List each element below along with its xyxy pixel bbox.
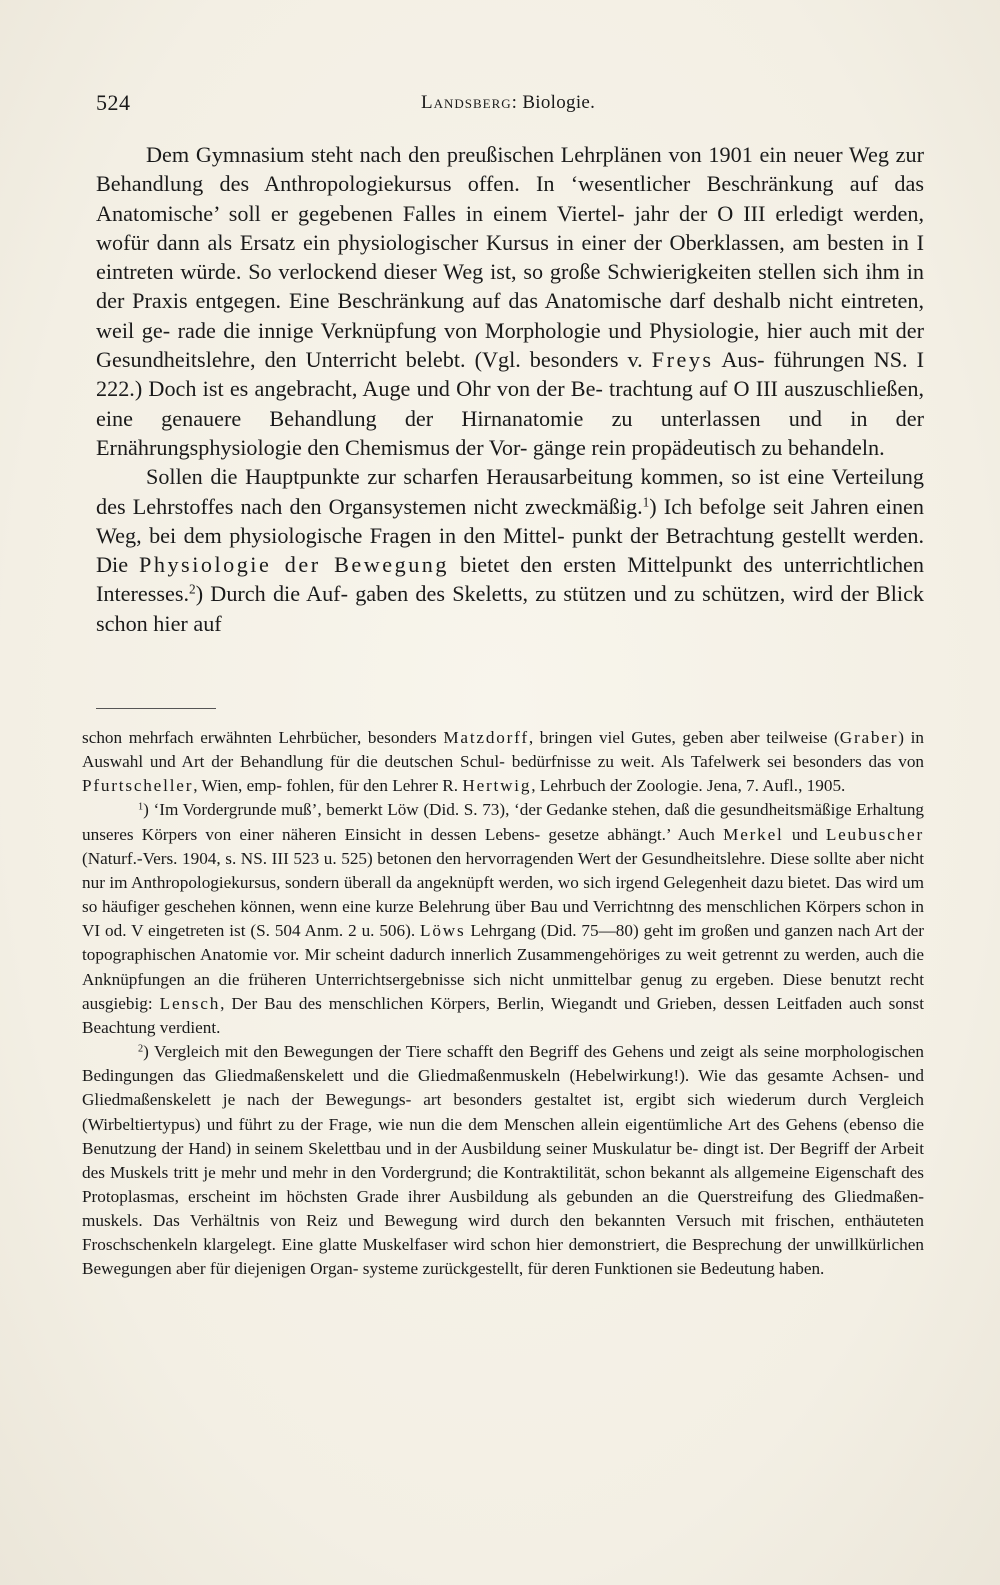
text-line: rade die innige Verknüpfung von Morphologie und Physiologie, hier auch mit — [177, 317, 889, 343]
spaced-name: Hertwig — [462, 776, 532, 796]
text-line: dingt ist. Der Begriff der Arbeit des Muskels tritt je mehr und mehr in den Vordergrund; — [82, 1138, 925, 1182]
spaced-name: Löws — [420, 921, 466, 941]
text-line: Sollen die Hauptpunkte zur scharfen Herausarbeitung kommen, so ist eine — [146, 464, 825, 490]
text-line: schon mehrfach erwähnten Lehrbücher, besonders — [82, 728, 444, 747]
footnote-1 — [82, 798, 924, 1040]
text-line: zu der Frage, wie nun die dem Menschen allein eigentümliche Art des Gehens (ebenso die — [278, 1114, 924, 1134]
text-line: , Lehrbuch der Zoologie. Jena, 7. Aufl., 1905. — [531, 776, 846, 796]
text-line: im höchsten Grade ihrer Ausbildung als gebunden an die Querstreifung des Gliedmaßen- — [259, 1186, 925, 1206]
text-line: befolge seit Jahren einen Weg, bei dem physiologische Fragen in den Mittel- — [96, 493, 924, 548]
text-line: der Gesundheitslehre, den Unterricht belebt. (Vgl. besonders v. — [96, 317, 925, 373]
text-line: , Wien, emp- — [193, 776, 282, 796]
text-line: Beschränkung auf das Anatomische’ soll er gegebenen Falles in einem Viertel- — [96, 171, 924, 226]
text-line: art besonders gestaltet ist, ergibt sich wiederum durch Vergleich (Wirbeltiertypus) und führt — [82, 1090, 924, 1134]
running-head-title: Biologie. — [522, 92, 596, 113]
text-line: ) in Auswahl und Art der Behandlung für die deutschen Schul- — [82, 728, 924, 772]
footnote-ref-2: 2 — [189, 582, 196, 598]
text-line: Dem Gymnasium steht nach den preußischen Lehrplänen von 1901 ein — [146, 142, 787, 167]
spaced-emphasis: Physiologie der Bewegung — [139, 552, 449, 578]
text-line: und — [783, 824, 826, 844]
text-line: 525) betonen den hervorragenden Wert der Gesundheitslehre. Diese sollte aber nicht nur — [82, 848, 925, 892]
running-head-author: Landsberg — [421, 92, 512, 113]
text-line: Aus- — [713, 347, 765, 373]
text-line: gaben des Skeletts, zu stützen und zu schützen, wird der Blick schon hier auf — [96, 581, 925, 636]
text-line: bietet den ersten Mittelpunkt des unterrichtlichen Interesses. — [96, 552, 924, 607]
spaced-name: Graber — [839, 728, 899, 747]
text-line: im Anthropologiekursus, sondern überall da angeknüpft werden, wo sich irgend Gelegenheit — [109, 872, 747, 892]
running-head-separator: : — [511, 92, 518, 113]
footnote-ref-1: 1 — [642, 494, 650, 510]
spaced-name: Pfurtscheller — [82, 776, 194, 796]
text-line: systeme zurückgestellt, für deren Funktionen sie Bedeutung haben. — [362, 1259, 825, 1279]
footnote-continuation — [82, 726, 924, 798]
text-line: Benutzung der Hand) in seinem Skelettbau und in der Ausbildung seiner Muskulatur be- — [82, 1138, 699, 1158]
text-line: zu ergeben. Diese benutzt recht ausgiebig: — [82, 969, 925, 1013]
spaced-name: Freys — [651, 347, 714, 373]
text-line: führungen NS. I 222.) Doch ist es angebracht, Auge und Ohr von der Be- — [96, 347, 924, 402]
text-line: als seine morphologischen Bedingungen das Gliedmaßenskelett und die Gliedmaßenmuskeln — [82, 1042, 925, 1086]
text-line: aber teilweise ( — [730, 728, 840, 747]
footnote-rule — [96, 708, 216, 709]
text-line: demonstriert, die Besprechung der unwillkürlichen Bewegungen aber für diejenigen Organ- — [82, 1235, 924, 1279]
text-line: gesundheitsmäßige Erhaltung unseres Körpers von einer näheren Einsicht in dessen Lebens- — [82, 800, 925, 844]
text-line: fohlen, für den Lehrer R. — [286, 776, 463, 796]
paragraph-1 — [96, 140, 924, 462]
text-line: Lehrgang (Did. 75—80) geht im großen und ganzen nach Art der topographischen — [82, 921, 925, 965]
text-line: ) Vergleich mit den Bewegungen der Tiere schafft den Begriff des Gehens und zeigt — [143, 1042, 734, 1062]
text-line: in einer der Oberklassen, am besten in I eintreten würde. So verlockend dieser — [96, 229, 924, 285]
page-number: 524 — [96, 90, 131, 115]
text-line: gesetze abhängt.’ Auch — [548, 824, 724, 844]
text-line: ) ‘Im Vordergrunde muß’, bemerkt Löw (Did. S. 73), ‘der Gedanke stehen, daß die — [143, 800, 716, 820]
text-line: Verteilung des Lehrstoffes nach den Organsystemen nicht zweckmäßig. — [96, 464, 924, 519]
text-line: Anatomie vor. Mir scheint dadurch innerlich Zusammengehöriges zu weit getrennt zu werden, — [199, 945, 860, 965]
spaced-name: Merkel — [723, 824, 784, 844]
text-line: zu unterlassen und in der Ernährungsphysiologie den Chemismus der Vor- — [96, 405, 925, 460]
footnotes — [82, 726, 924, 1282]
text-line: ) Ich — [649, 493, 693, 519]
text-line: ) Durch die Auf- — [195, 581, 348, 607]
text-line: die Kontraktilität, schon bekannt als allgemeine Eigenschaft des Protoplasmas, erscheint — [82, 1162, 924, 1206]
page-header — [96, 90, 926, 120]
spaced-name: Matzdorff — [443, 728, 529, 747]
spaced-name: Lensch — [159, 993, 221, 1013]
running-head — [421, 92, 595, 114]
text-line: trachtung auf O III auszuschließen, eine genauere Behandlung der Hirnanatomie — [96, 376, 924, 431]
text-line: , bringen viel Gutes, geben — [528, 728, 724, 747]
paragraph-2 — [96, 462, 924, 638]
footnote-marker: 1 — [138, 801, 144, 813]
text-line: frischen, enthäuteten Froschschenkeln klargelegt. Eine glatte Muskelfaser wird schon hier — [82, 1211, 924, 1255]
main-text — [96, 140, 924, 638]
text-line: Weg ist, so große Schwierigkeiten stellen sich ihm in der Praxis entgegen. — [96, 259, 924, 314]
text-line: neuer Weg zur Behandlung des Anthropologiekursus offen. In ‘wesentlicher — [96, 142, 924, 197]
text-line: muskels. Das Verhältnis von Reiz und Bewegung wird durch den bekannten Versuch mit — [82, 1211, 765, 1231]
text-line: jahr der O III erledigt werden, wofür dann als Ersatz ein physiologischer Kursus — [96, 200, 924, 255]
text-line: punkt der Betrachtung gestellt werden. Die — [96, 522, 924, 578]
text-line: (Hebelwirkung!). Wie das gesamte Achsen- und Gliedmaßenskelett je nach der Bewegungs- — [82, 1066, 924, 1110]
footnote-2 — [82, 1040, 924, 1282]
text-line: Eine Beschränkung auf das Anatomische darf deshalb nicht eintreten, weil ge- — [96, 288, 925, 343]
text-line: bedürfnisse zu weit. Als Tafelwerk sei besonders das von — [511, 752, 925, 772]
text-line: gänge rein propädeutisch zu behandeln. — [532, 434, 885, 460]
text-line: (Naturf.-Vers. 1904, s. NS. III 523 u. — [82, 848, 337, 868]
text-line: , Der Bau des menschlichen Körpers, — [220, 993, 490, 1013]
spaced-name: Leubuscher — [825, 824, 924, 844]
text-line: und Verrichtnng des menschlichen Körpers schon in VI od. V eingetreten ist (S. 504 Anm. 2 u. 506). — [82, 897, 924, 941]
footnote-marker: 2 — [138, 1043, 144, 1055]
text-line: dazu bietet. Das wird um so häufiger geschehen können, wenn eine kurze Belehrung über Bau — [82, 872, 924, 917]
text-line: auch die Anknüpfungen an die früheren Unterrichtsergebnisse sich nicht unmittelbar genug — [82, 945, 924, 989]
text-line: Berlin, Wiegandt und Grieben, dessen Leitfaden auch sonst Beachtung verdient. — [82, 993, 924, 1037]
